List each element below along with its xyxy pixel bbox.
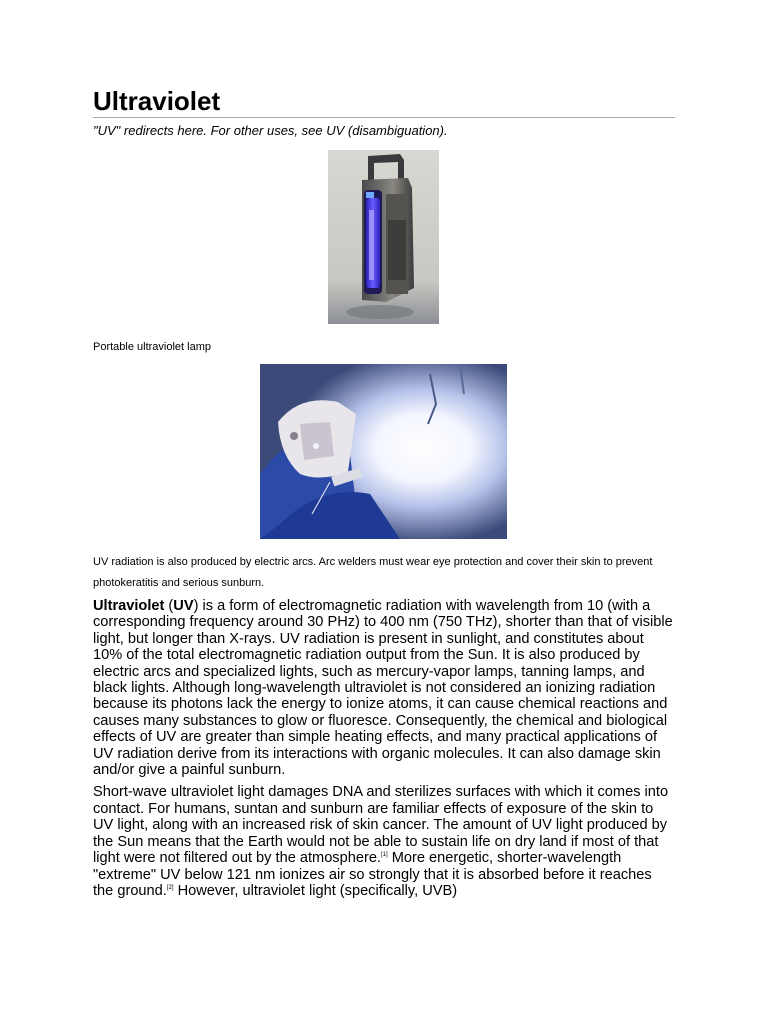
paragraph (93, 598, 675, 778)
paragraph (93, 784, 675, 899)
uv-lamp-image[interactable] (328, 150, 439, 324)
article-body (93, 598, 675, 905)
figure-caption: Portable ultraviolet lamp (93, 341, 212, 353)
figure-welder (260, 364, 507, 539)
paren-open: ( (164, 598, 174, 614)
bold-abbr: UV (173, 598, 194, 614)
figure-caption: UV radiation is also produced by electric arcs. Arc welders must wear eye protection and cover their skin to prevent photokeratitis and serious sunburn. (93, 556, 653, 589)
bold-term: Ultraviolet (93, 598, 165, 614)
hatnote[interactable]: "UV" redirects here. For other uses, see UV (disambiguation). (93, 123, 448, 138)
paragraph-text: More energetic, shorter-wavelength "extreme" UV below 121 nm ionizes air so strongly that it is absorbed before it reaches the ground. (93, 850, 652, 899)
paragraph-text: However, ultraviolet light (specifically, UVB) (173, 882, 458, 899)
article (93, 86, 675, 899)
citation-link[interactable]: [1] (380, 852, 388, 859)
figure-uv-lamp (328, 150, 439, 324)
welder-image[interactable] (260, 364, 507, 539)
paragraph-text: Short-wave ultraviolet light damages DNA and sterilizes surfaces with which it comes into contact. For humans, suntan and sunburn are familiar effects of exposure of the skin to UV light, along with an increased risk of skin cancer. The amount of UV light produced by the Sun means that the Earth would not be able to sustain life on dry land if most of that light were not filtered out by the atmosphere. (93, 784, 669, 867)
citation-link[interactable]: [2] (166, 885, 174, 892)
paragraph-text: ) is a form of electromagnetic radiation with wavelength from 10 (with a corresponding frequency around 30 PHz) to 400 nm (750 THz), shorter than that of visible light, but longer than X-rays. UV radiation is present in sunlight, and constitutes about 10% of the total electromagnetic radiation output from the Sun. It is also produced by electric arcs and specialized lights, such as mercury-vapor lamps, tanning lamps, and black lights. Although long-wavelength ultraviolet is not considered an ionizing radiation because its photons lack the energy to ionize atoms, it can cause chemical reactions and causes many substances to glow or fluoresce. Consequently, the chemical and biological effects of UV are greater than simple heating effects, and many practical applications of UV radiation derive from its interactions with organic molecules. It can also damage skin and/or give a painful sunburn. (93, 598, 673, 779)
page-title: Ultraviolet (93, 86, 675, 118)
